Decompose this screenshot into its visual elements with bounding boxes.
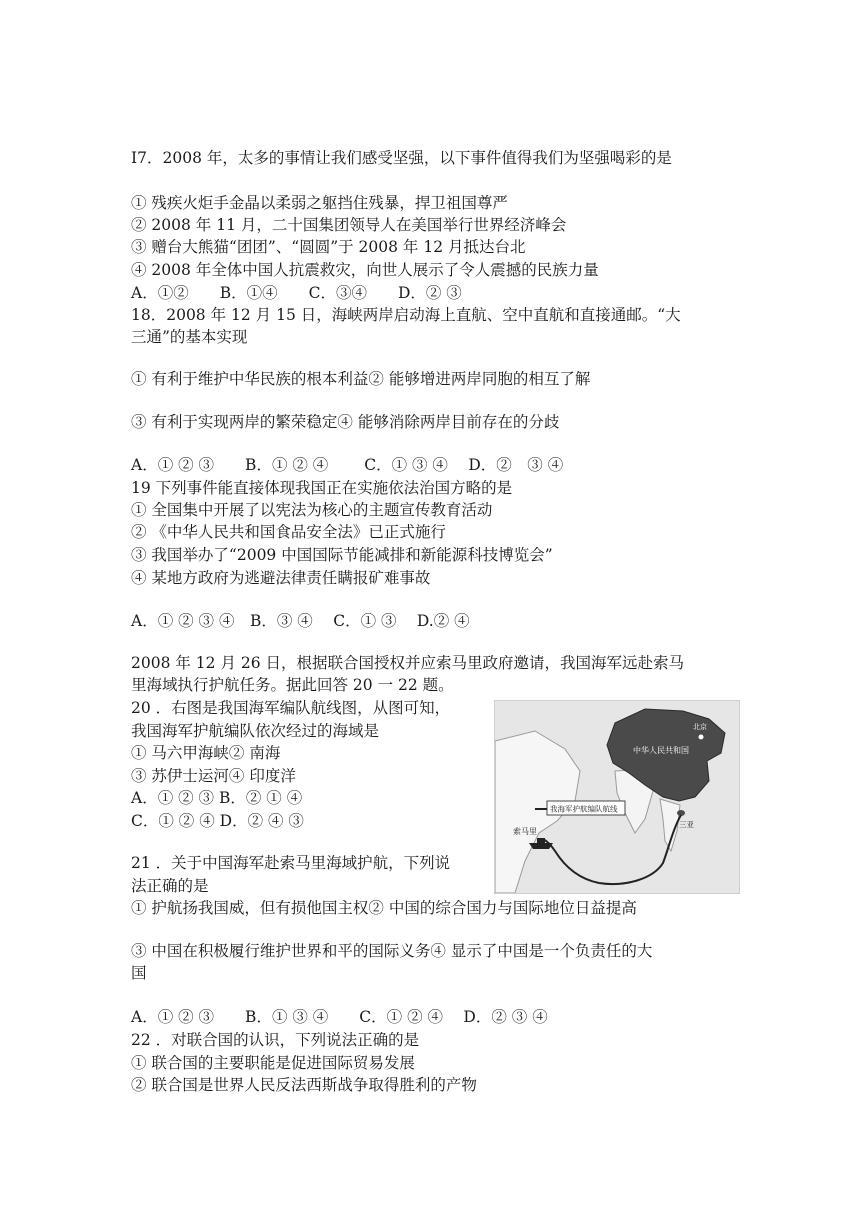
q21-options-b-cont: 国 [131,964,147,982]
q19-choices: A．① ② ③ ④ B．③ ④ C．① ③ D.② ④ [131,612,470,630]
q21-options-a: ① 护航扬我国威，但有损他国主权② 中国的综合国力与国际地位日益提高 [131,899,637,917]
q22-option-2: ② 联合国是世界人民反法西斯战争取得胜利的产物 [131,1076,477,1094]
q22-stem: 22 ．对联合国的认识，下列说法正确的是 [131,1031,420,1049]
q18-stem-line1: 18．2008 年 12 月 15 日，海峡两岸启动海上直航、空中直航和直接通邮。“大 [131,306,681,324]
intro-line2: 里海域执行护航任务。据此回答 20 一 22 题。 [131,676,454,694]
q21-stem-line2: 法正确的是 [131,877,209,895]
q20-stem-line1: 20 ．右图是我国海军编队航线图，从图可知， [131,699,451,717]
q17-stem: I7．2008 年，太多的事情让我们感受坚强，以下事件值得我们为坚强喝彩的是 [131,149,672,167]
q18-stem-line2: 三通”的基本实现 [131,328,248,346]
q19-option-2: ② 《中华人民共和国食品安全法》已正式施行 [131,523,446,541]
q18-options-b: ③ 有利于实现两岸的繁荣稳定④ 能够消除两岸目前存在的分歧 [131,413,560,431]
q21-options-b: ③ 中国在积极履行维护世界和平的国际义务④ 显示了中国是一个负责任的大 [131,942,653,960]
ship-icon [529,843,553,849]
q20-choices-1: A．① ② ③ B．② ① ④ [131,789,303,807]
q21-choices: A．① ② ③ B．① ③ ④ C．① ② ④ D．② ③ ④ [131,1008,548,1026]
q17-option-2: ② 2008 年 11 月，二十国集团领导人在美国举行世界经济峰会 [131,216,567,234]
q20-choices-2: C．① ② ④ D．② ④ ③ [131,812,304,830]
q20-options-a: ① 马六甲海峡② 南海 [131,744,281,762]
q19-option-3: ③ 我国举办了“2009 中国国际节能减排和新能源科技博览会” [131,546,553,564]
sanya-label: 三亚 [679,820,694,829]
q18-options-a: ① 有利于维护中华民族的根本利益② 能够增进两岸同胞的相互了解 [131,370,591,388]
route-legend-label: 我海军护航编队航线 [550,804,618,814]
somalia-label: 索马里 [513,827,537,836]
q17-option-1: ① 残疾火炬手金晶以柔弱之躯挡住残暴，捍卫祖国尊严 [131,194,508,212]
navy-route-map [494,700,740,894]
q17-option-4: ④ 2008 年全体中国人抗震救灾，向世人展示了令人震撼的民族力量 [131,261,599,279]
q19-stem: 19 下列事件能直接体现我国正在实施依法治国方略的是 [131,479,513,497]
q20-stem-line2: 我国海军护航编队依次经过的海域是 [131,722,380,740]
beijing-label: 北京 [693,723,707,731]
q21-stem-line1: 21 ．关于中国海军赴索马里海域护航，下列说 [131,854,451,872]
q22-option-1: ① 联合国的主要职能是促进国际贸易发展 [131,1054,415,1072]
q17-choices: A．①② B．①④ C．③④ D．② ③ [131,284,462,302]
q18-choices: A．① ② ③ B．① ② ④ C．① ③ ④ D．② ③ ④ [131,456,564,474]
q19-option-4: ④ 某地方政府为逃避法律责任瞒报矿难事故 [131,569,431,587]
q17-option-3: ③ 赠台大熊猫“团团”、“圆圆”于 2008 年 12 月抵达台北 [131,238,526,256]
china-label: 中华人民共和国 [633,746,689,755]
beijing-marker [699,735,704,740]
q20-options-b: ③ 苏伊士运河④ 印度洋 [131,767,296,785]
q19-option-1: ① 全国集中开展了以宪法为核心的主题宣传教育活动 [131,501,493,519]
intro-line1: 2008 年 12 月 26 日，根据联合国授权并应索马里政府邀请，我国海军远赴索马 [131,654,685,672]
